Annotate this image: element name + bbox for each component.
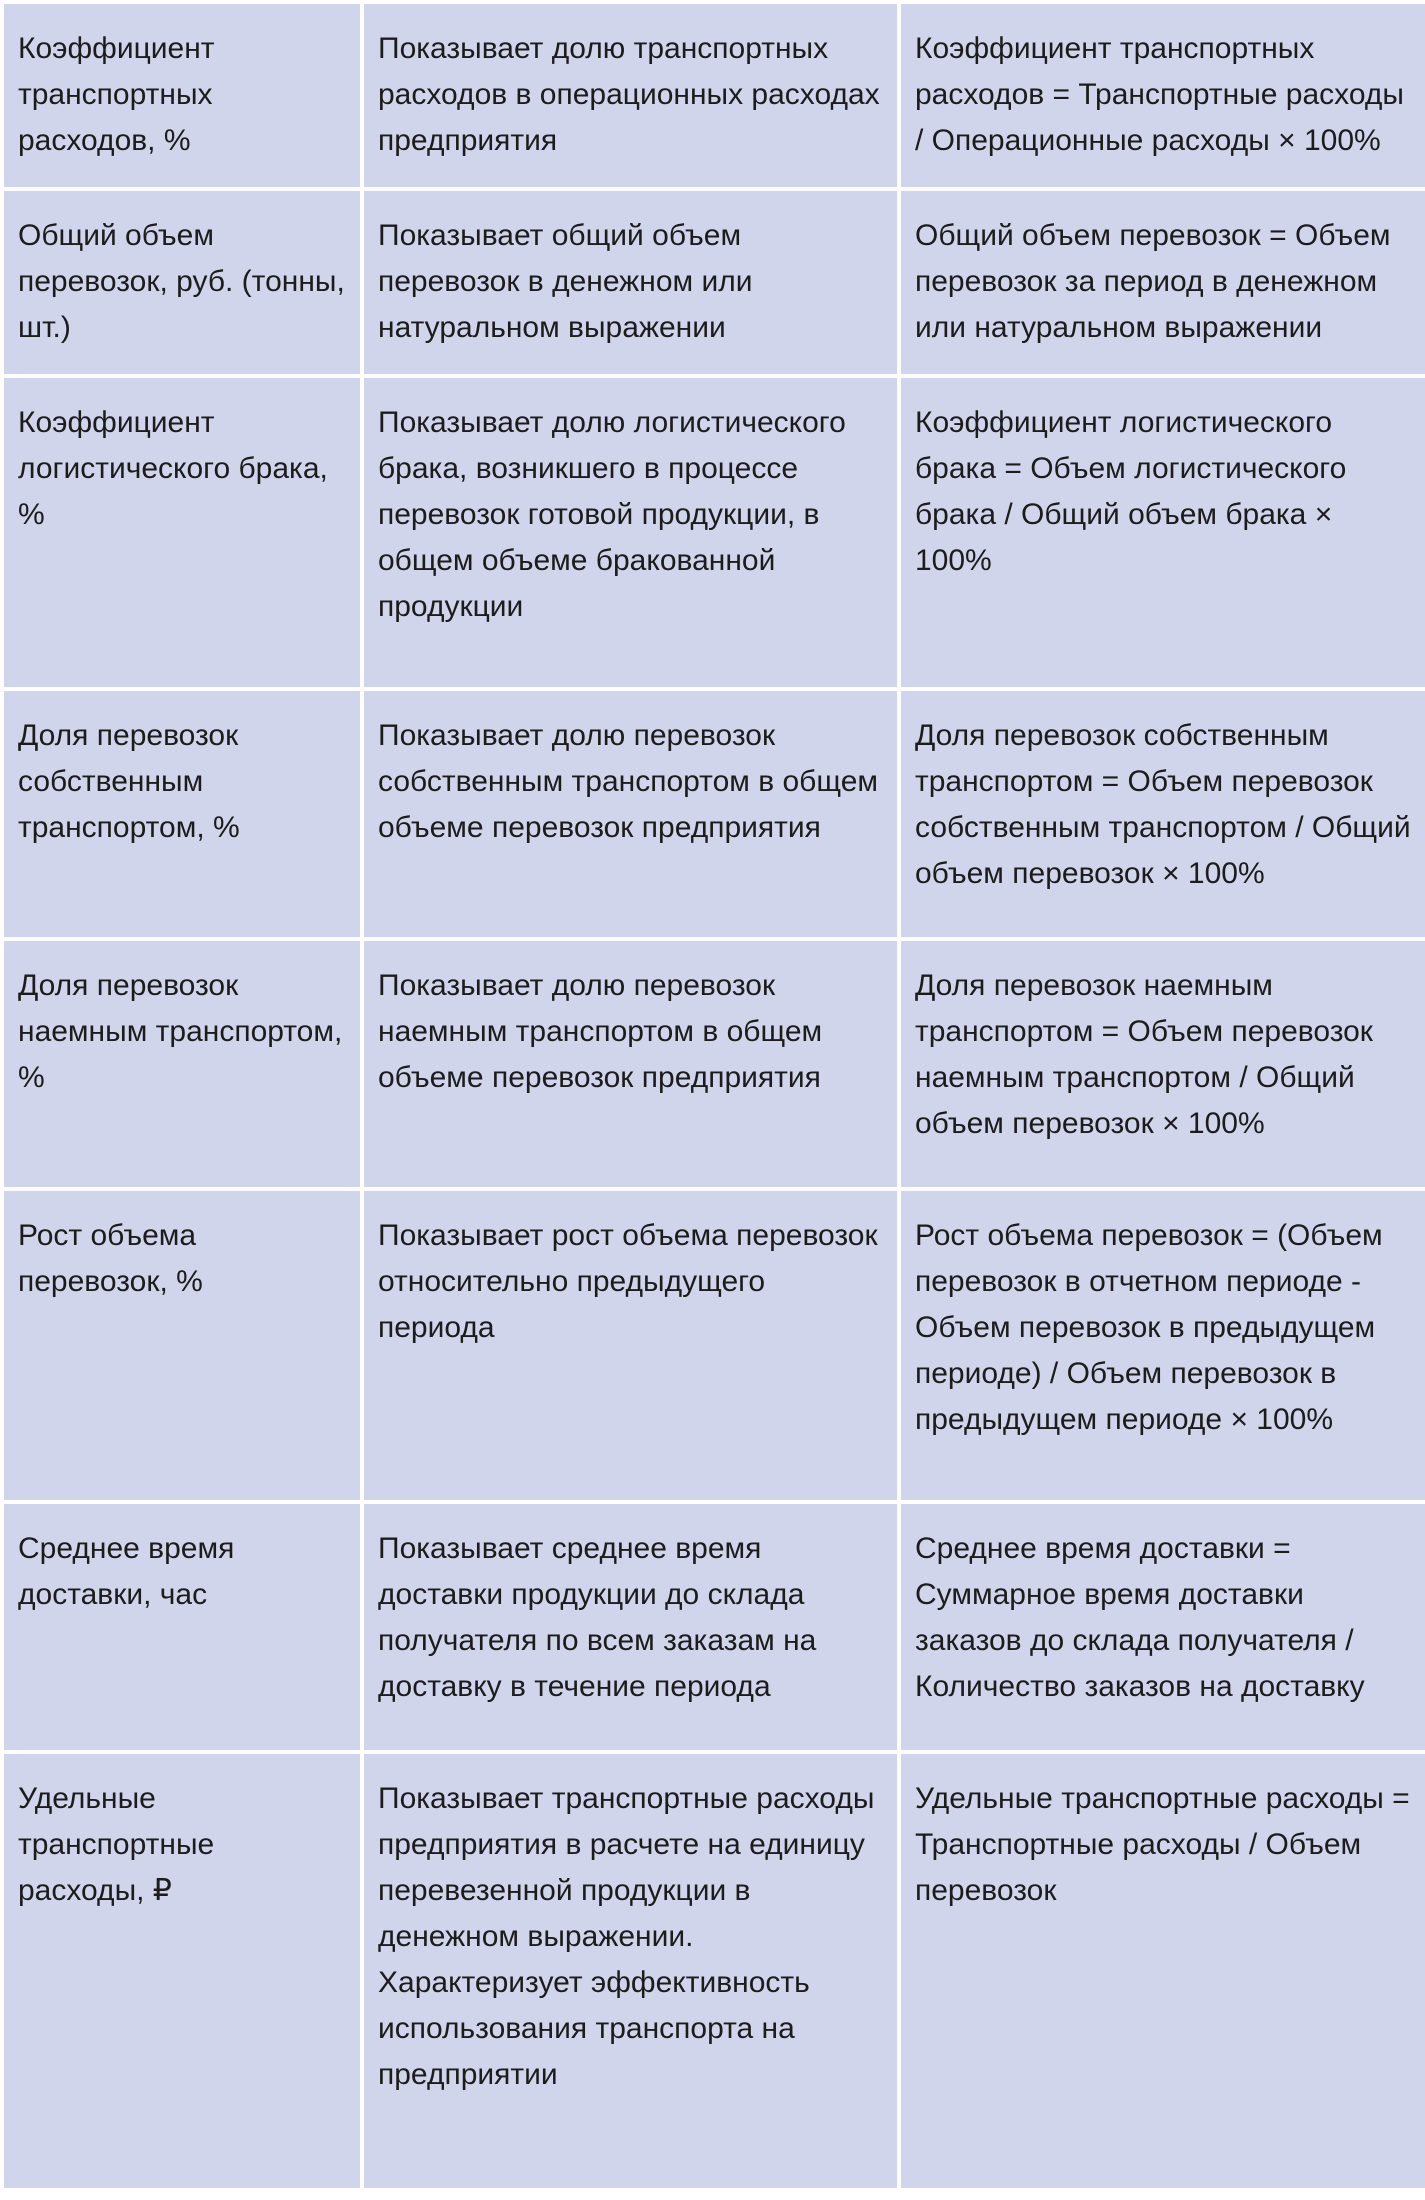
formula-cell: Доля перевозок собственным транспортом = Объем перевозок собственным транспортом / Общий объем перевозок × 100%: [901, 691, 1425, 937]
table-row: [4, 191, 1425, 374]
formula-cell: Общий объем перевозок = Объем перевозок за период в денежном или натуральном выражении: [901, 191, 1425, 374]
formula-cell: Удельные транспортные расходы = Транспортные расходы / Объем перевозок: [901, 1754, 1425, 2188]
description-cell: Показывает среднее время доставки продукции до склада получателя по всем заказам на доставку в течение периода: [364, 1504, 897, 1750]
description-cell: Показывает долю перевозок наемным транспортом в общем объеме перевозок предприятия: [364, 941, 897, 1187]
description-cell: Показывает общий объем перевозок в денежном или натуральном выражении: [364, 191, 897, 374]
table-row: [4, 1754, 1425, 2188]
indicator-cell: Коэффициент транспортных расходов, %: [4, 4, 360, 187]
description-cell: Показывает рост объема перевозок относительно предыдущего периода: [364, 1191, 897, 1500]
indicator-cell: Коэффициент логистического брака, %: [4, 378, 360, 687]
table-row: [4, 378, 1425, 687]
table-row: [4, 1191, 1425, 1500]
table-row: [4, 941, 1425, 1187]
indicator-cell: Рост объема перевозок, %: [4, 1191, 360, 1500]
description-cell: Показывает транспортные расходы предприятия в расчете на единицу перевезенной продукции в денежном выражении. Характеризует эффективность использования транспорта на предприятии: [364, 1754, 897, 2188]
description-cell: Показывает долю логистического брака, возникшего в процессе перевозок готовой продукции, в общем объеме бракованной продукции: [364, 378, 897, 687]
indicator-cell: Удельные транспортные расходы, ₽: [4, 1754, 360, 2188]
description-cell: Показывает долю перевозок собственным транспортом в общем объеме перевозок предприятия: [364, 691, 897, 937]
indicator-cell: Доля перевозок собственным транспортом, %: [4, 691, 360, 937]
formula-cell: Коэффициент логистического брака = Объем логистического брака / Общий объем брака × 100%: [901, 378, 1425, 687]
formula-cell: Рост объема перевозок = (Объем перевозок в отчетном периоде - Объем перевозок в предыдущем периоде) / Объем перевозок в предыдущем периоде × 100%: [901, 1191, 1425, 1500]
formula-cell: Коэффициент транспортных расходов = Транспортные расходы / Операционные расходы × 100%: [901, 4, 1425, 187]
table-row: [4, 4, 1425, 187]
indicator-cell: Среднее время доставки, час: [4, 1504, 360, 1750]
table-row: [4, 691, 1425, 937]
formula-cell: Среднее время доставки = Суммарное время доставки заказов до склада получателя / Количество заказов на доставку: [901, 1504, 1425, 1750]
indicator-cell: Доля перевозок наемным транспортом, %: [4, 941, 360, 1187]
indicator-cell: Общий объем перевозок, руб. (тонны, шт.): [4, 191, 360, 374]
formula-cell: Доля перевозок наемным транспортом = Объем перевозок наемным транспортом / Общий объем перевозок × 100%: [901, 941, 1425, 1187]
description-cell: Показывает долю транспортных расходов в операционных расходах предприятия: [364, 4, 897, 187]
table-row: [4, 1504, 1425, 1750]
